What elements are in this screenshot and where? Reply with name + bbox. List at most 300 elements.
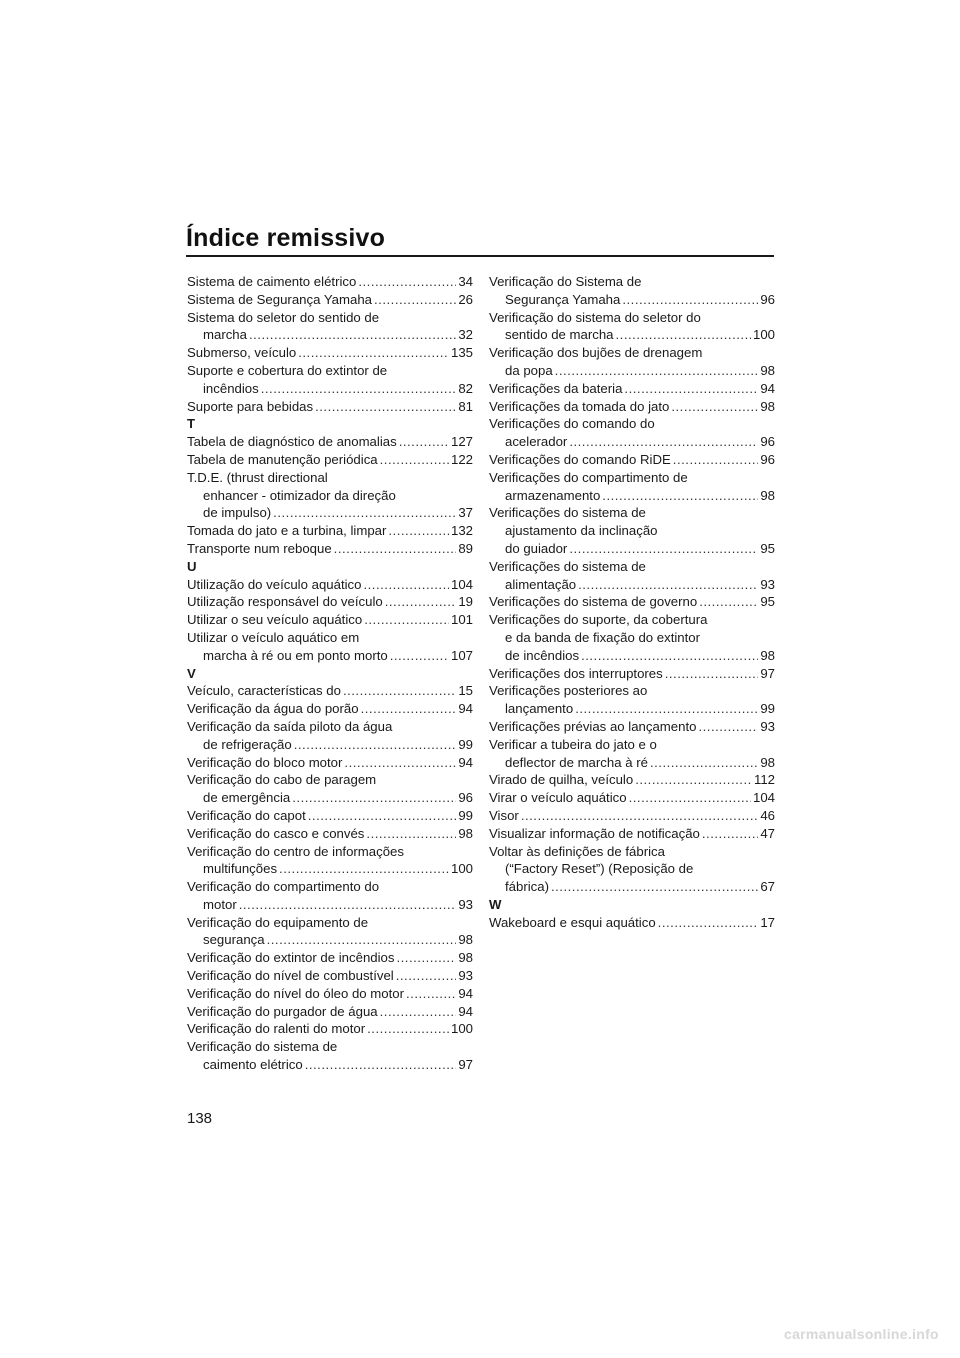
index-entry-line xyxy=(187,878,473,896)
index-entry-page: 135 xyxy=(450,345,473,361)
index-entry-page: 17 xyxy=(760,914,775,930)
index-entry-text: Verificação do casco e convés xyxy=(187,825,365,841)
index-entry xyxy=(187,949,473,967)
index-entry-page: 96 xyxy=(760,451,775,467)
dot-leader xyxy=(279,860,449,878)
index-entry-page: 95 xyxy=(760,540,775,556)
dot-leader xyxy=(578,576,758,594)
index-entry xyxy=(187,1003,473,1021)
index-entry-page: 99 xyxy=(760,701,775,717)
index-entry-page: 46 xyxy=(760,807,775,823)
dot-leader xyxy=(261,380,457,398)
dot-leader xyxy=(555,362,759,380)
dot-leader xyxy=(406,985,456,1003)
index-entry-line xyxy=(489,273,775,291)
index-entry-text: Verificação do centro de informações xyxy=(187,843,404,859)
index-entry xyxy=(187,629,473,665)
index-entry-line xyxy=(489,629,775,647)
index-entry-text: Tomada do jato e a turbina, limpar xyxy=(187,523,387,539)
index-section-letter: U xyxy=(187,558,197,574)
index-entry-page: 132 xyxy=(450,523,473,539)
index-entry-line xyxy=(187,326,473,344)
dot-leader xyxy=(343,682,456,700)
index-entry-text: Virado de quilha, veículo xyxy=(489,772,634,788)
index-entry-page: 99 xyxy=(458,807,473,823)
index-entry-text: marcha xyxy=(203,327,247,343)
index-entry xyxy=(187,451,473,469)
index-entry-text: Verificação do cabo de paragem xyxy=(187,772,377,788)
index-entry-line xyxy=(187,1038,473,1056)
index-entry-page: 67 xyxy=(760,879,775,895)
index-entry xyxy=(489,789,775,807)
dot-leader xyxy=(334,540,457,558)
index-entry-line xyxy=(187,362,473,380)
index-entry-line xyxy=(489,754,775,772)
index-entry-text: (“Factory Reset”) (Reposição de xyxy=(505,861,694,877)
dot-leader xyxy=(298,344,449,362)
index-entry-line xyxy=(489,415,775,433)
index-entry-line xyxy=(489,789,775,807)
index-entry-line xyxy=(187,469,473,487)
index-entry-text: e da banda de fixação do extintor xyxy=(505,629,701,645)
index-entry-page: 98 xyxy=(760,647,775,663)
index-entry-line xyxy=(187,949,473,967)
dot-leader xyxy=(521,807,759,825)
dot-leader xyxy=(635,771,752,789)
index-entry xyxy=(489,593,775,611)
dot-leader xyxy=(363,576,449,594)
index-entry-text: Verificações da bateria xyxy=(489,380,623,396)
index-entry-page: 107 xyxy=(450,647,473,663)
page-number: 138 xyxy=(187,1110,213,1127)
index-section-letter: V xyxy=(187,665,196,681)
index-entry xyxy=(187,807,473,825)
index-entry-line xyxy=(489,451,775,469)
dot-leader xyxy=(294,736,457,754)
index-entry-text: Verificação da água do porão xyxy=(187,701,359,717)
index-entry-line xyxy=(187,344,473,362)
index-entry-line xyxy=(187,771,473,789)
index-entry xyxy=(489,398,775,416)
index-entry-text: de emergência xyxy=(203,790,291,806)
index-entry-text: Verificação do compartimento do xyxy=(187,879,380,895)
index-entry-page: 97 xyxy=(760,665,775,681)
dot-leader xyxy=(699,593,758,611)
index-entry-text: Verificações do compartimento de xyxy=(489,469,688,485)
index-entry xyxy=(187,540,473,558)
index-entry xyxy=(187,825,473,843)
index-entry xyxy=(489,273,775,309)
index-entry-text: Verificação do capot xyxy=(187,807,306,823)
index-entry xyxy=(187,611,473,629)
index-entry-text: Verificações do comando RiDE xyxy=(489,451,671,467)
dot-leader xyxy=(308,807,457,825)
index-entry-line xyxy=(489,771,775,789)
index-entry-line xyxy=(187,611,473,629)
index-entry-line xyxy=(187,540,473,558)
index-entry xyxy=(489,665,775,683)
index-entry-page: 98 xyxy=(458,825,473,841)
index-entry xyxy=(489,380,775,398)
dot-leader xyxy=(569,540,758,558)
index-entry-page: 99 xyxy=(458,736,473,752)
index-entry-line xyxy=(489,807,775,825)
index-entry-page: 82 xyxy=(458,380,473,396)
index-entry-line xyxy=(489,682,775,700)
index-entry xyxy=(187,878,473,914)
index-entry-text: Verificação do sistema de xyxy=(187,1039,338,1055)
index-entry xyxy=(187,967,473,985)
index-entry-text: segurança xyxy=(203,932,265,948)
index-entry xyxy=(489,843,775,896)
index-entry-line xyxy=(187,736,473,754)
index-entry-text: Verificação do extintor de incêndios xyxy=(187,950,395,966)
index-entry xyxy=(489,718,775,736)
index-entry-line xyxy=(187,433,473,451)
index-entry-line xyxy=(187,522,473,540)
index-entry-text: Verificação do purgador de água xyxy=(187,1003,378,1019)
index-entry-text: Utilizar o veículo aquático em xyxy=(187,629,360,645)
index-entry-text: Utilizar o seu veículo aquático xyxy=(187,612,363,628)
index-entry-page: 95 xyxy=(760,594,775,610)
index-entry-text: Verificação da saída piloto da água xyxy=(187,718,393,734)
index-entry-page: 100 xyxy=(450,1021,473,1037)
index-entry xyxy=(489,807,775,825)
index-entry-line xyxy=(489,344,775,362)
index-entry-text: Verificação do nível de combustível xyxy=(187,968,394,984)
index-entry xyxy=(187,469,473,522)
dot-leader xyxy=(396,967,457,985)
index-entry-text: da popa xyxy=(505,362,553,378)
index-entry xyxy=(187,985,473,1003)
watermark-logo: carmanualsonline.info xyxy=(784,1326,939,1342)
index-entry-line xyxy=(187,504,473,522)
index-entry-line xyxy=(489,914,775,932)
index-entry-text: Tabela de diagnóstico de anomalias xyxy=(187,434,397,450)
index-entry-page: 100 xyxy=(450,861,473,877)
index-entry-line xyxy=(489,718,775,736)
index-entry-page: 98 xyxy=(760,487,775,503)
index-entry-text: Verificação dos bujões de drenagem xyxy=(489,345,703,361)
index-entry xyxy=(489,451,775,469)
index-entry-line xyxy=(187,291,473,309)
index-entry-page: 81 xyxy=(458,398,473,414)
index-entry-page: 98 xyxy=(458,932,473,948)
index-entry-page: 127 xyxy=(450,434,473,450)
index-entry-text: Virar o veículo aquático xyxy=(489,790,627,806)
index-entry-page: 97 xyxy=(458,1057,473,1073)
index-entry-text: Verificação do nível do óleo do motor xyxy=(187,985,404,1001)
index-entry-page: 98 xyxy=(760,754,775,770)
index-entry xyxy=(187,914,473,950)
index-entry-text: Verificações do sistema de xyxy=(489,505,646,521)
index-entry xyxy=(187,291,473,309)
page-title: Índice remissivo xyxy=(186,224,386,252)
index-entry-page: 93 xyxy=(458,896,473,912)
index-entry-text: Verificação do sistema do seletor do xyxy=(489,309,701,325)
dot-leader xyxy=(380,451,449,469)
index-entry-page: 89 xyxy=(458,540,473,556)
index-entry-line xyxy=(489,398,775,416)
index-entry xyxy=(187,700,473,718)
index-entry-line xyxy=(187,825,473,843)
index-section-letter: T xyxy=(187,416,196,432)
index-entry-page: 26 xyxy=(458,291,473,307)
index-entry-page: 93 xyxy=(760,718,775,734)
dot-leader xyxy=(358,273,456,291)
index-entry xyxy=(187,309,473,345)
dot-leader xyxy=(624,380,758,398)
index-entry xyxy=(187,593,473,611)
index-entry xyxy=(187,682,473,700)
index-entry-line xyxy=(187,789,473,807)
dot-leader xyxy=(267,931,457,949)
index-entry-line xyxy=(187,985,473,1003)
index-entry-text: marcha à ré ou em ponto morto xyxy=(203,647,388,663)
index-entry-line xyxy=(489,487,775,505)
dot-leader xyxy=(629,789,751,807)
index-entry-line xyxy=(489,433,775,451)
dot-leader xyxy=(399,433,449,451)
index-entry-line xyxy=(489,309,775,327)
dot-leader xyxy=(581,647,758,665)
index-entry xyxy=(489,309,775,345)
dot-leader xyxy=(273,504,456,522)
index-entry xyxy=(187,398,473,416)
index-entry xyxy=(489,415,775,451)
index-entry xyxy=(187,771,473,807)
index-entry-text: enhancer - otimizador da direção xyxy=(203,487,396,503)
index-entry-text: Verificação do Sistema de xyxy=(489,274,642,289)
index-entry-text: deflector de marcha à ré xyxy=(505,754,648,770)
index-entry-text: lançamento xyxy=(505,701,574,717)
index-entry-line xyxy=(489,291,775,309)
index-entry-text: Visor xyxy=(489,807,519,823)
index-entry xyxy=(489,914,775,932)
index-entry-line xyxy=(489,576,775,594)
index-entry-line xyxy=(187,896,473,914)
index-entry-page: 104 xyxy=(450,576,473,592)
dot-leader xyxy=(388,522,449,540)
index-section-letter: W xyxy=(489,896,502,912)
index-entry-page: 96 xyxy=(760,291,775,307)
dot-leader xyxy=(380,1003,457,1021)
index-entry xyxy=(187,273,473,291)
index-entry xyxy=(187,843,473,879)
index-entry-line xyxy=(489,362,775,380)
index-entry-page: 94 xyxy=(458,701,473,717)
dot-leader xyxy=(396,949,456,967)
dot-leader xyxy=(305,1056,457,1074)
index-entry xyxy=(489,825,775,843)
index-entry-text: multifunções xyxy=(203,861,278,877)
index-entry xyxy=(187,1020,473,1038)
dot-leader xyxy=(249,326,456,344)
index-entry-line xyxy=(187,843,473,861)
index-entry-line xyxy=(489,558,775,576)
title-underline xyxy=(186,255,774,257)
dot-leader xyxy=(698,718,758,736)
index-entry-text: T.D.E. (thrust directional xyxy=(187,469,328,485)
index-entry-line xyxy=(187,754,473,772)
index-entry-text: Verificações dos interruptores xyxy=(489,665,663,681)
index-entry-line xyxy=(489,878,775,896)
index-entry-line xyxy=(489,522,775,540)
index-entry-text: ajustamento da inclinação xyxy=(505,523,658,539)
index-entry-line xyxy=(187,1020,473,1038)
index-entry xyxy=(489,469,775,505)
index-entry-line xyxy=(489,504,775,522)
index-entry-page: 94 xyxy=(760,380,775,396)
index-entry-line xyxy=(489,593,775,611)
index-entry-text: caimento elétrico xyxy=(203,1057,303,1073)
index-entry-text: Sistema de Segurança Yamaha xyxy=(187,291,372,307)
index-entry-text: acelerador xyxy=(505,434,568,450)
index-entry-line xyxy=(187,931,473,949)
index-entry-text: Verificação do ralenti do motor xyxy=(187,1021,366,1037)
dot-leader xyxy=(239,896,457,914)
index-entry-line xyxy=(187,1056,473,1074)
index-entry-line xyxy=(187,967,473,985)
index-entry-text: Verificações do sistema de xyxy=(489,558,646,574)
index-entry-text: Utilização do veículo aquático xyxy=(187,576,362,592)
index-entry xyxy=(187,576,473,594)
index-entry-page: 19 xyxy=(458,594,473,610)
index-entry-page: 94 xyxy=(458,1003,473,1019)
index-entry xyxy=(187,1038,473,1074)
index-entry-page: 98 xyxy=(760,398,775,414)
index-entry-page: 122 xyxy=(450,451,473,467)
index-entry-text: armazenamento xyxy=(505,487,601,503)
index-entry-line xyxy=(187,647,473,665)
index-entry-text: fábrica) xyxy=(505,879,549,895)
index-entry-text: de impulso) xyxy=(203,505,272,521)
index-entry-line xyxy=(187,593,473,611)
index-entry-page: 96 xyxy=(760,434,775,450)
index-entry-line xyxy=(187,309,473,327)
index-entry-page: 112 xyxy=(753,772,775,788)
dot-leader xyxy=(551,878,758,896)
index-entry-text: motor xyxy=(203,896,237,912)
index-entry xyxy=(489,611,775,664)
index-entry-line xyxy=(187,398,473,416)
dot-leader xyxy=(575,700,758,718)
index-entry-text: Veículo, características do xyxy=(187,683,341,699)
index-entry-text: Voltar às definições de fábrica xyxy=(489,843,665,859)
index-entry xyxy=(489,736,775,772)
index-column-right xyxy=(489,273,775,931)
index-entry-page: 34 xyxy=(458,274,473,289)
index-column-left xyxy=(187,273,473,1074)
index-entry-line xyxy=(187,682,473,700)
index-entry-page: 37 xyxy=(458,505,473,521)
dot-leader xyxy=(292,789,456,807)
index-entry-line xyxy=(187,700,473,718)
index-entry-line xyxy=(489,825,775,843)
index-entry-text: Submerso, veículo xyxy=(187,345,297,361)
dot-leader xyxy=(361,700,457,718)
index-entry-line xyxy=(187,914,473,932)
dot-leader xyxy=(569,433,758,451)
index-entry xyxy=(187,754,473,772)
index-entry-text: alimentação xyxy=(505,576,577,592)
index-entry-line xyxy=(187,451,473,469)
index-entry-text: Sistema do seletor do sentido de xyxy=(187,309,380,325)
index-entry-line xyxy=(187,629,473,647)
dot-leader xyxy=(658,914,759,932)
index-entry-page: 93 xyxy=(458,968,473,984)
index-entry-line xyxy=(489,860,775,878)
index-entry-text: incêndios xyxy=(203,380,259,396)
index-entry-text: Verificações do comando do xyxy=(489,416,655,432)
dot-leader xyxy=(367,1020,449,1038)
index-entry xyxy=(187,718,473,754)
dot-leader xyxy=(390,647,449,665)
index-entry xyxy=(489,771,775,789)
index-entry-text: Tabela de manutenção periódica xyxy=(187,451,378,467)
index-entry-line xyxy=(489,326,775,344)
index-entry-text: de incêndios xyxy=(505,647,580,663)
index-entry-text: Sistema de caimento elétrico xyxy=(187,274,357,289)
index-entry-line xyxy=(187,487,473,505)
index-entry-text: Verificações da tomada do jato xyxy=(489,398,670,414)
index-entry-line xyxy=(489,736,775,754)
dot-leader xyxy=(622,291,758,309)
index-entry-line xyxy=(489,469,775,487)
index-entry-text: Visualizar informação de notificação xyxy=(489,825,700,841)
index-entry-line xyxy=(489,700,775,718)
index-entry-line xyxy=(187,576,473,594)
dot-leader xyxy=(650,754,758,772)
index-entry-line xyxy=(489,647,775,665)
index-entry xyxy=(489,558,775,594)
dot-leader xyxy=(366,825,456,843)
index-entry xyxy=(187,433,473,451)
index-entry-text: de refrigeração xyxy=(203,736,292,752)
index-entry-page: 15 xyxy=(458,683,473,699)
index-entry-text: Wakeboard e esqui aquático xyxy=(489,914,656,930)
index-entry-text: Suporte e cobertura do extintor de xyxy=(187,362,388,378)
index-entry xyxy=(187,344,473,362)
dot-leader xyxy=(374,291,456,309)
index-entry-page: 98 xyxy=(458,950,473,966)
index-entry-page: 104 xyxy=(752,790,775,806)
index-entry-text: Utilização responsável do veículo xyxy=(187,594,383,610)
index-entry-text: Verificações prévias ao lançamento xyxy=(489,718,697,734)
dot-leader xyxy=(602,487,758,505)
dot-leader xyxy=(344,754,456,772)
index-entry xyxy=(489,682,775,718)
index-entry-text: Verificação do equipamento de xyxy=(187,914,369,930)
index-entry-text: Verificação do bloco motor xyxy=(187,754,343,770)
index-entry-text: Segurança Yamaha xyxy=(505,291,621,307)
index-entry-text: Suporte para bebidas xyxy=(187,398,314,414)
index-entry xyxy=(489,504,775,557)
index-entry-line xyxy=(187,1003,473,1021)
index-entry-text: Transporte num reboque xyxy=(187,540,332,556)
index-entry-page: 32 xyxy=(458,327,473,343)
index-entry-line xyxy=(489,540,775,558)
index-entry-page: 101 xyxy=(450,612,473,628)
dot-leader xyxy=(665,665,759,683)
index-entry-page: 98 xyxy=(760,362,775,378)
index-entry-line xyxy=(187,860,473,878)
index-entry-line xyxy=(489,380,775,398)
index-entry-page: 94 xyxy=(458,754,473,770)
dot-leader xyxy=(616,326,751,344)
index-entry-line xyxy=(489,843,775,861)
index-entry-text: Verificações do suporte, da cobertura xyxy=(489,612,708,628)
